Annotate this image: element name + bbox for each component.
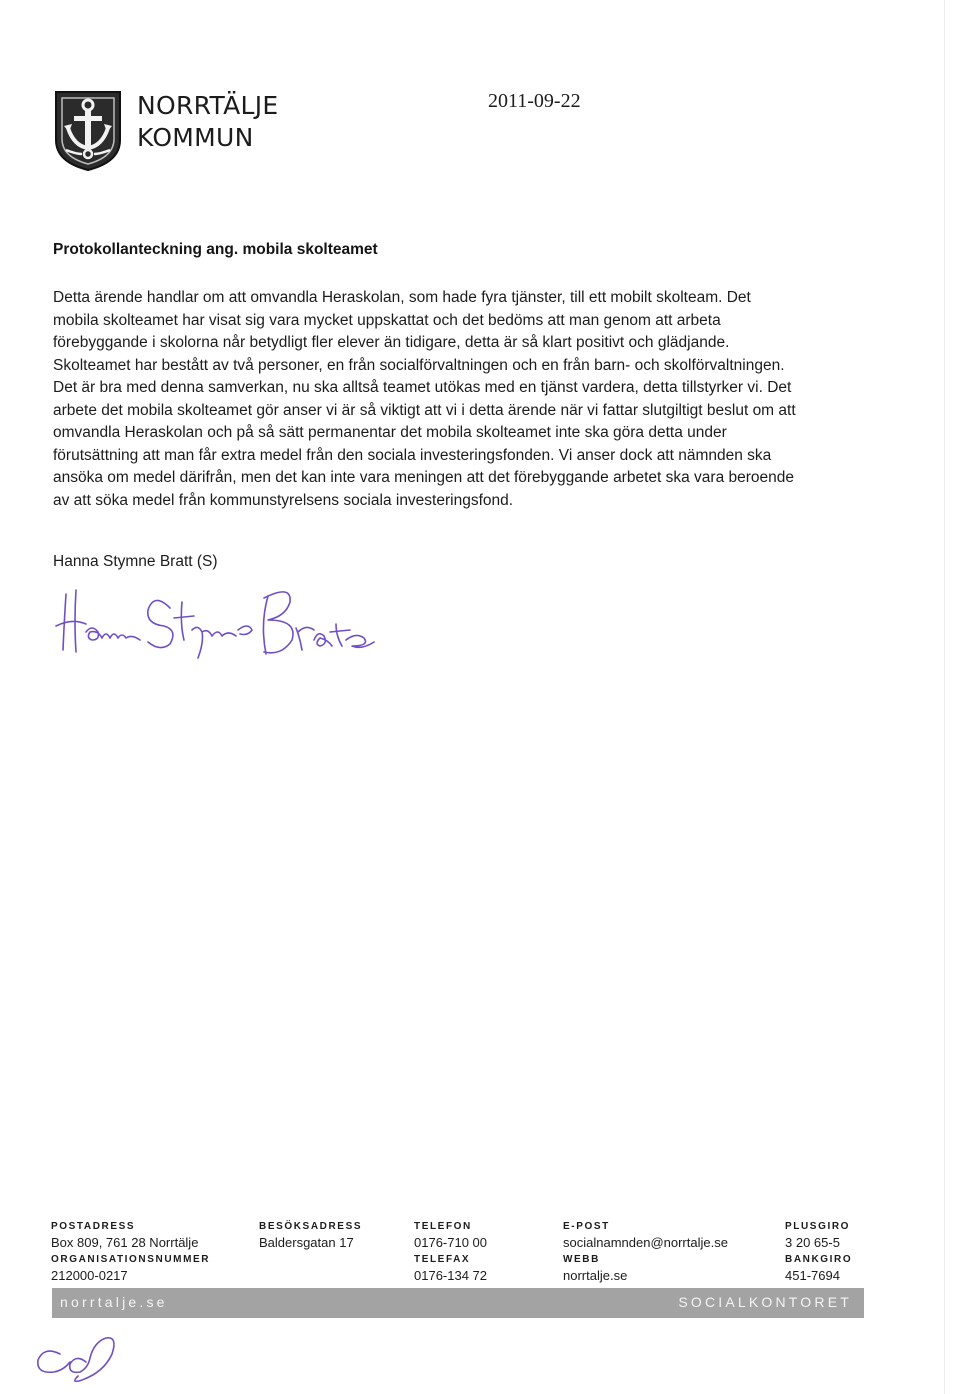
telefax-label: TELEFAX (414, 1254, 471, 1265)
document-date: 2011-09-22 (488, 90, 581, 112)
footer-visit-column (259, 1219, 362, 1252)
body-line: av att söka medel från kommunstyrelsens sociala investeringsfond. (53, 491, 514, 509)
footer-bar (52, 1288, 864, 1318)
plusgiro-value: 3 20 65-5 (785, 1235, 840, 1250)
body-line: Skolteamet har bestått av två personer, en från socialförvaltningen och en från barn- och skolförvaltningen. (53, 356, 785, 374)
orgnr-label: ORGANISATIONSNUMMER (51, 1254, 211, 1265)
postadress-label: POSTADRESS (51, 1221, 136, 1232)
footer-phone-column (414, 1219, 487, 1285)
body-line: omvandla Heraskolan och på så sätt permanentar det mobila skolteamet inte ska göra detta under (53, 424, 727, 441)
footer-postal-column (51, 1219, 210, 1285)
body-line: Detta ärende handlar om att omvandla Heraskolan, som hade fyra tjänster, till ett mobilt skolteam. Det (53, 289, 751, 306)
telefax-value: 0176-134 72 (414, 1268, 488, 1283)
orgnr-value: 212000-0217 (51, 1268, 128, 1283)
body-line: Det är bra med denna samverkan, nu ska alltså teamet utökas med en tjänst vardera, detta tillstyrker vi. Det (53, 379, 792, 396)
anchor-logo-icon (52, 88, 124, 172)
bankgiro-value: 451-7694 (785, 1268, 840, 1283)
postadress-value: Box 809, 761 28 Norrtälje (51, 1235, 199, 1250)
plusgiro-label: PLUSGIRO (785, 1221, 851, 1232)
webb-value: norrtalje.se (563, 1268, 628, 1283)
body-line: mobila skolteamet har visat sig vara mycket uppskattat och det bedöms att man genom att arbeta (53, 311, 721, 329)
webb-label: WEBB (563, 1254, 600, 1265)
page-edge (944, 0, 945, 1394)
besoksadress-label: BESÖKSADRESS (259, 1221, 363, 1232)
organization-name (137, 90, 279, 154)
besoksadress-value: Baldersgatan 17 (259, 1235, 354, 1250)
epost-value: socialnamnden@norrtalje.se (563, 1235, 728, 1250)
body-line: ansöka om medel därifrån, men det kan inte vara meningen att det förebyggande arbetet ska vara beroende (53, 469, 795, 486)
bankgiro-label: BANKGIRO (785, 1254, 853, 1265)
footer-email-column (563, 1219, 728, 1285)
org-name-line-2: KOMMUN (137, 123, 254, 152)
epost-label: E-POST (563, 1221, 610, 1232)
handwritten-signature (52, 580, 382, 670)
body-line: förebyggande i skolorna når betydligt fler elever än tidigare, detta är så klart positivt och glädjande. (53, 334, 730, 351)
footer-bar-department: SOCIALKONTORET (678, 1294, 852, 1310)
telefon-value: 0176-710 00 (414, 1235, 488, 1250)
footer-bar-website: norrtalje.se (60, 1294, 168, 1310)
footer-giro-column (785, 1219, 852, 1285)
handwritten-initials (30, 1332, 130, 1387)
org-name-line-1: NORRTÄLJE (137, 91, 279, 120)
body-line: förutsättning att man får extra medel från den sociala investeringsfonden. Vi anser dock att nämnden ska (53, 446, 772, 464)
document-body (53, 287, 883, 512)
body-line: arbete det mobila skolteamet gör anser vi är så viktigt att vi i detta ärende när vi fattar slutgiltigt beslut om att (53, 401, 796, 419)
telefon-label: TELEFON (414, 1221, 472, 1232)
signer-name: Hanna Stymne Bratt (S) (53, 553, 218, 570)
document-title: Protokollanteckning ang. mobila skolteamet (53, 241, 378, 258)
